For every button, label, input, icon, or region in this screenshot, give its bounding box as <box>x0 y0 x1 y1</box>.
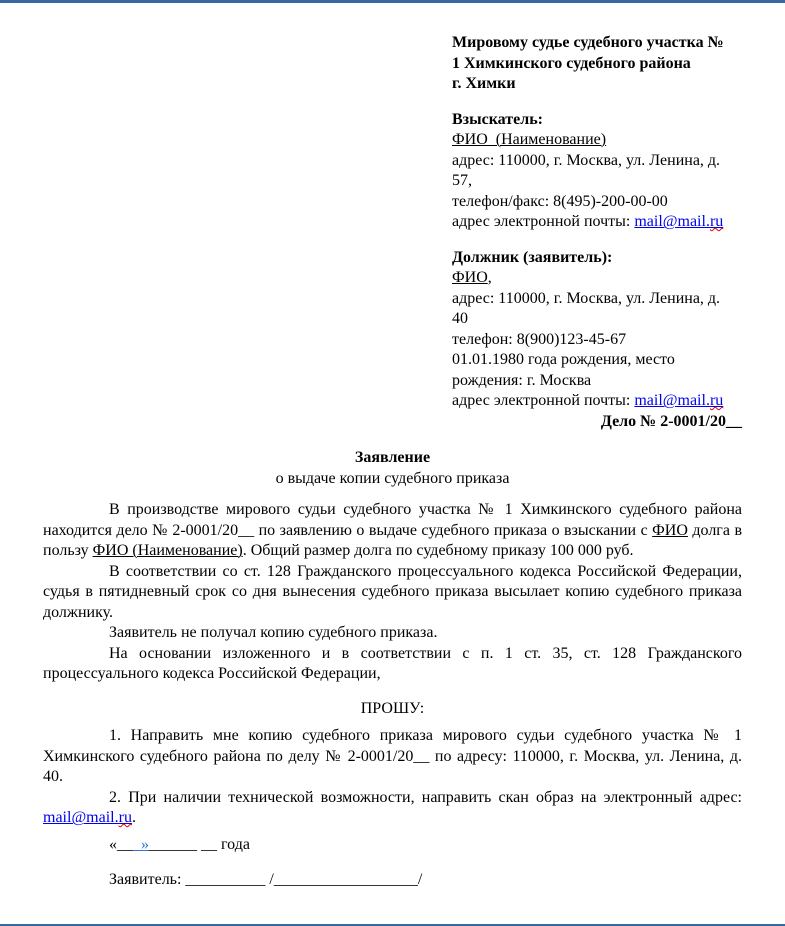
text-segment: 1. Направить мне копию судебного приказа мирового судьи судебного участка № 1 Химкинского судебного района по делу № 2-0001/20__ по адресу: 110000, г. Москва, ул. Ленина, д. 40. <box>43 727 742 785</box>
blank-line <box>452 233 751 248</box>
recipient-line <box>452 371 751 392</box>
email-link[interactable]: mail@mail.ru <box>634 392 724 409</box>
text-segment: телефон/факс: 8(495)-200-00-00 <box>452 192 668 210</box>
text-segment: 1 Химкинского судебного района <box>452 54 691 72</box>
request-heading: ПРОШУ: <box>360 699 425 717</box>
recipient-line <box>452 391 751 412</box>
recipient-line <box>452 110 751 131</box>
text-segment: ФИО <box>652 521 688 539</box>
date-line <box>43 835 742 856</box>
body-paragraph-3 <box>43 623 742 644</box>
text-segment: На основании изложенного и в соответствии с п. 1 ст. 35, ст. 128 Гражданского процессуального кодекса Российской Федерации, <box>43 644 742 682</box>
text-segment: 57, <box>452 172 472 189</box>
spellcheck-squiggle: ru <box>709 213 724 230</box>
document-subtitle: о выдаче копии судебного приказа <box>275 469 510 487</box>
text-segment: ФИО (Наименование) <box>452 131 607 148</box>
email-link[interactable]: mail@mail.ru <box>634 213 724 230</box>
text-segment: , <box>487 269 492 286</box>
text-segment: г. Химки <box>452 75 516 92</box>
request-item-1 <box>43 726 742 788</box>
recipient-line <box>452 151 751 172</box>
text-segment: адрес электронной почты: <box>452 213 635 230</box>
text-segment: Должник (заявитель): <box>452 248 613 266</box>
case-number: Дело № 2-0001/20__ <box>600 412 742 430</box>
text-segment: адрес: 110000, г. Москва, ул. Ленина, д. <box>452 289 721 307</box>
recipient-line <box>452 192 751 213</box>
body-paragraph-1 <box>43 500 742 562</box>
recipient-line <box>452 54 751 75</box>
text-segment: В производстве мирового судьи судебного участка № 1 Химкинского судебного района находится дело № 2-0001/20__ по заявлению о выдаче судебного приказа о взыскании с <box>43 501 742 539</box>
recipient-line <box>452 330 751 351</box>
text-segment: 2. При наличии технической возможности, направить скан образ на электронный адрес: <box>109 788 742 806</box>
request-item-2 <box>43 788 742 829</box>
text-segment: Взыскатель: <box>452 110 543 128</box>
recipient-line <box>452 309 751 330</box>
text-segment: 01.01.1980 года рождения, место <box>452 351 675 368</box>
recipient-line <box>452 289 751 310</box>
recipient-line <box>452 171 751 192</box>
text-segment: Мировому судье судебного участка № <box>452 34 724 51</box>
recipient-line <box>452 268 751 289</box>
text-segment: Заявитель не получал копию судебного приказа. <box>109 624 438 641</box>
signature-line <box>43 870 742 891</box>
text-segment: . Общий размер долга по судебному приказу 100 000 руб. <box>242 542 634 559</box>
request-items <box>43 726 742 829</box>
text-segment: рождения: г. Москва <box>452 371 592 389</box>
body-paragraph-2 <box>43 562 742 624</box>
text-segment: . <box>131 809 136 826</box>
text-segment: адрес электронной почты: <box>452 392 635 409</box>
email-link[interactable]: mail@mail.ru <box>43 809 132 826</box>
recipient-line <box>452 130 751 151</box>
text-segment: В соответствии со ст. 128 Гражданского процессуального кодекса Российской Федерации, судья в пятидневный срок со дня вынесения судебного приказа высылает копию судебного приказа должнику. <box>43 562 742 621</box>
spellcheck-squiggle: ru <box>118 809 132 826</box>
text-segment: «__ <box>109 835 133 853</box>
recipient-line <box>452 74 751 95</box>
text-segment: Заявитель: __________ /__________________/ <box>109 871 423 888</box>
body-paragraph-4 <box>43 644 742 685</box>
spellcheck-squiggle: ru <box>709 392 724 409</box>
recipient-line <box>452 350 751 371</box>
text-segment: _» <box>133 835 149 853</box>
text-segment: долга в пользу <box>43 521 742 559</box>
blank-line <box>452 95 751 110</box>
text-segment: 40 <box>452 310 468 327</box>
recipient-line <box>452 33 751 54</box>
text-segment: адрес: 110000, г. Москва, ул. Ленина, д. <box>452 151 721 169</box>
text-segment: ФИО <box>452 269 488 286</box>
document-title: Заявление <box>354 449 431 466</box>
recipient-line <box>452 248 751 269</box>
text-segment: телефон: 8(900)123-45-67 <box>452 330 627 348</box>
recipient-block <box>452 33 751 412</box>
recipient-line <box>452 212 751 233</box>
text-segment: ФИО (Наименование) <box>92 542 243 559</box>
text-segment: ______ __ года <box>149 835 250 853</box>
